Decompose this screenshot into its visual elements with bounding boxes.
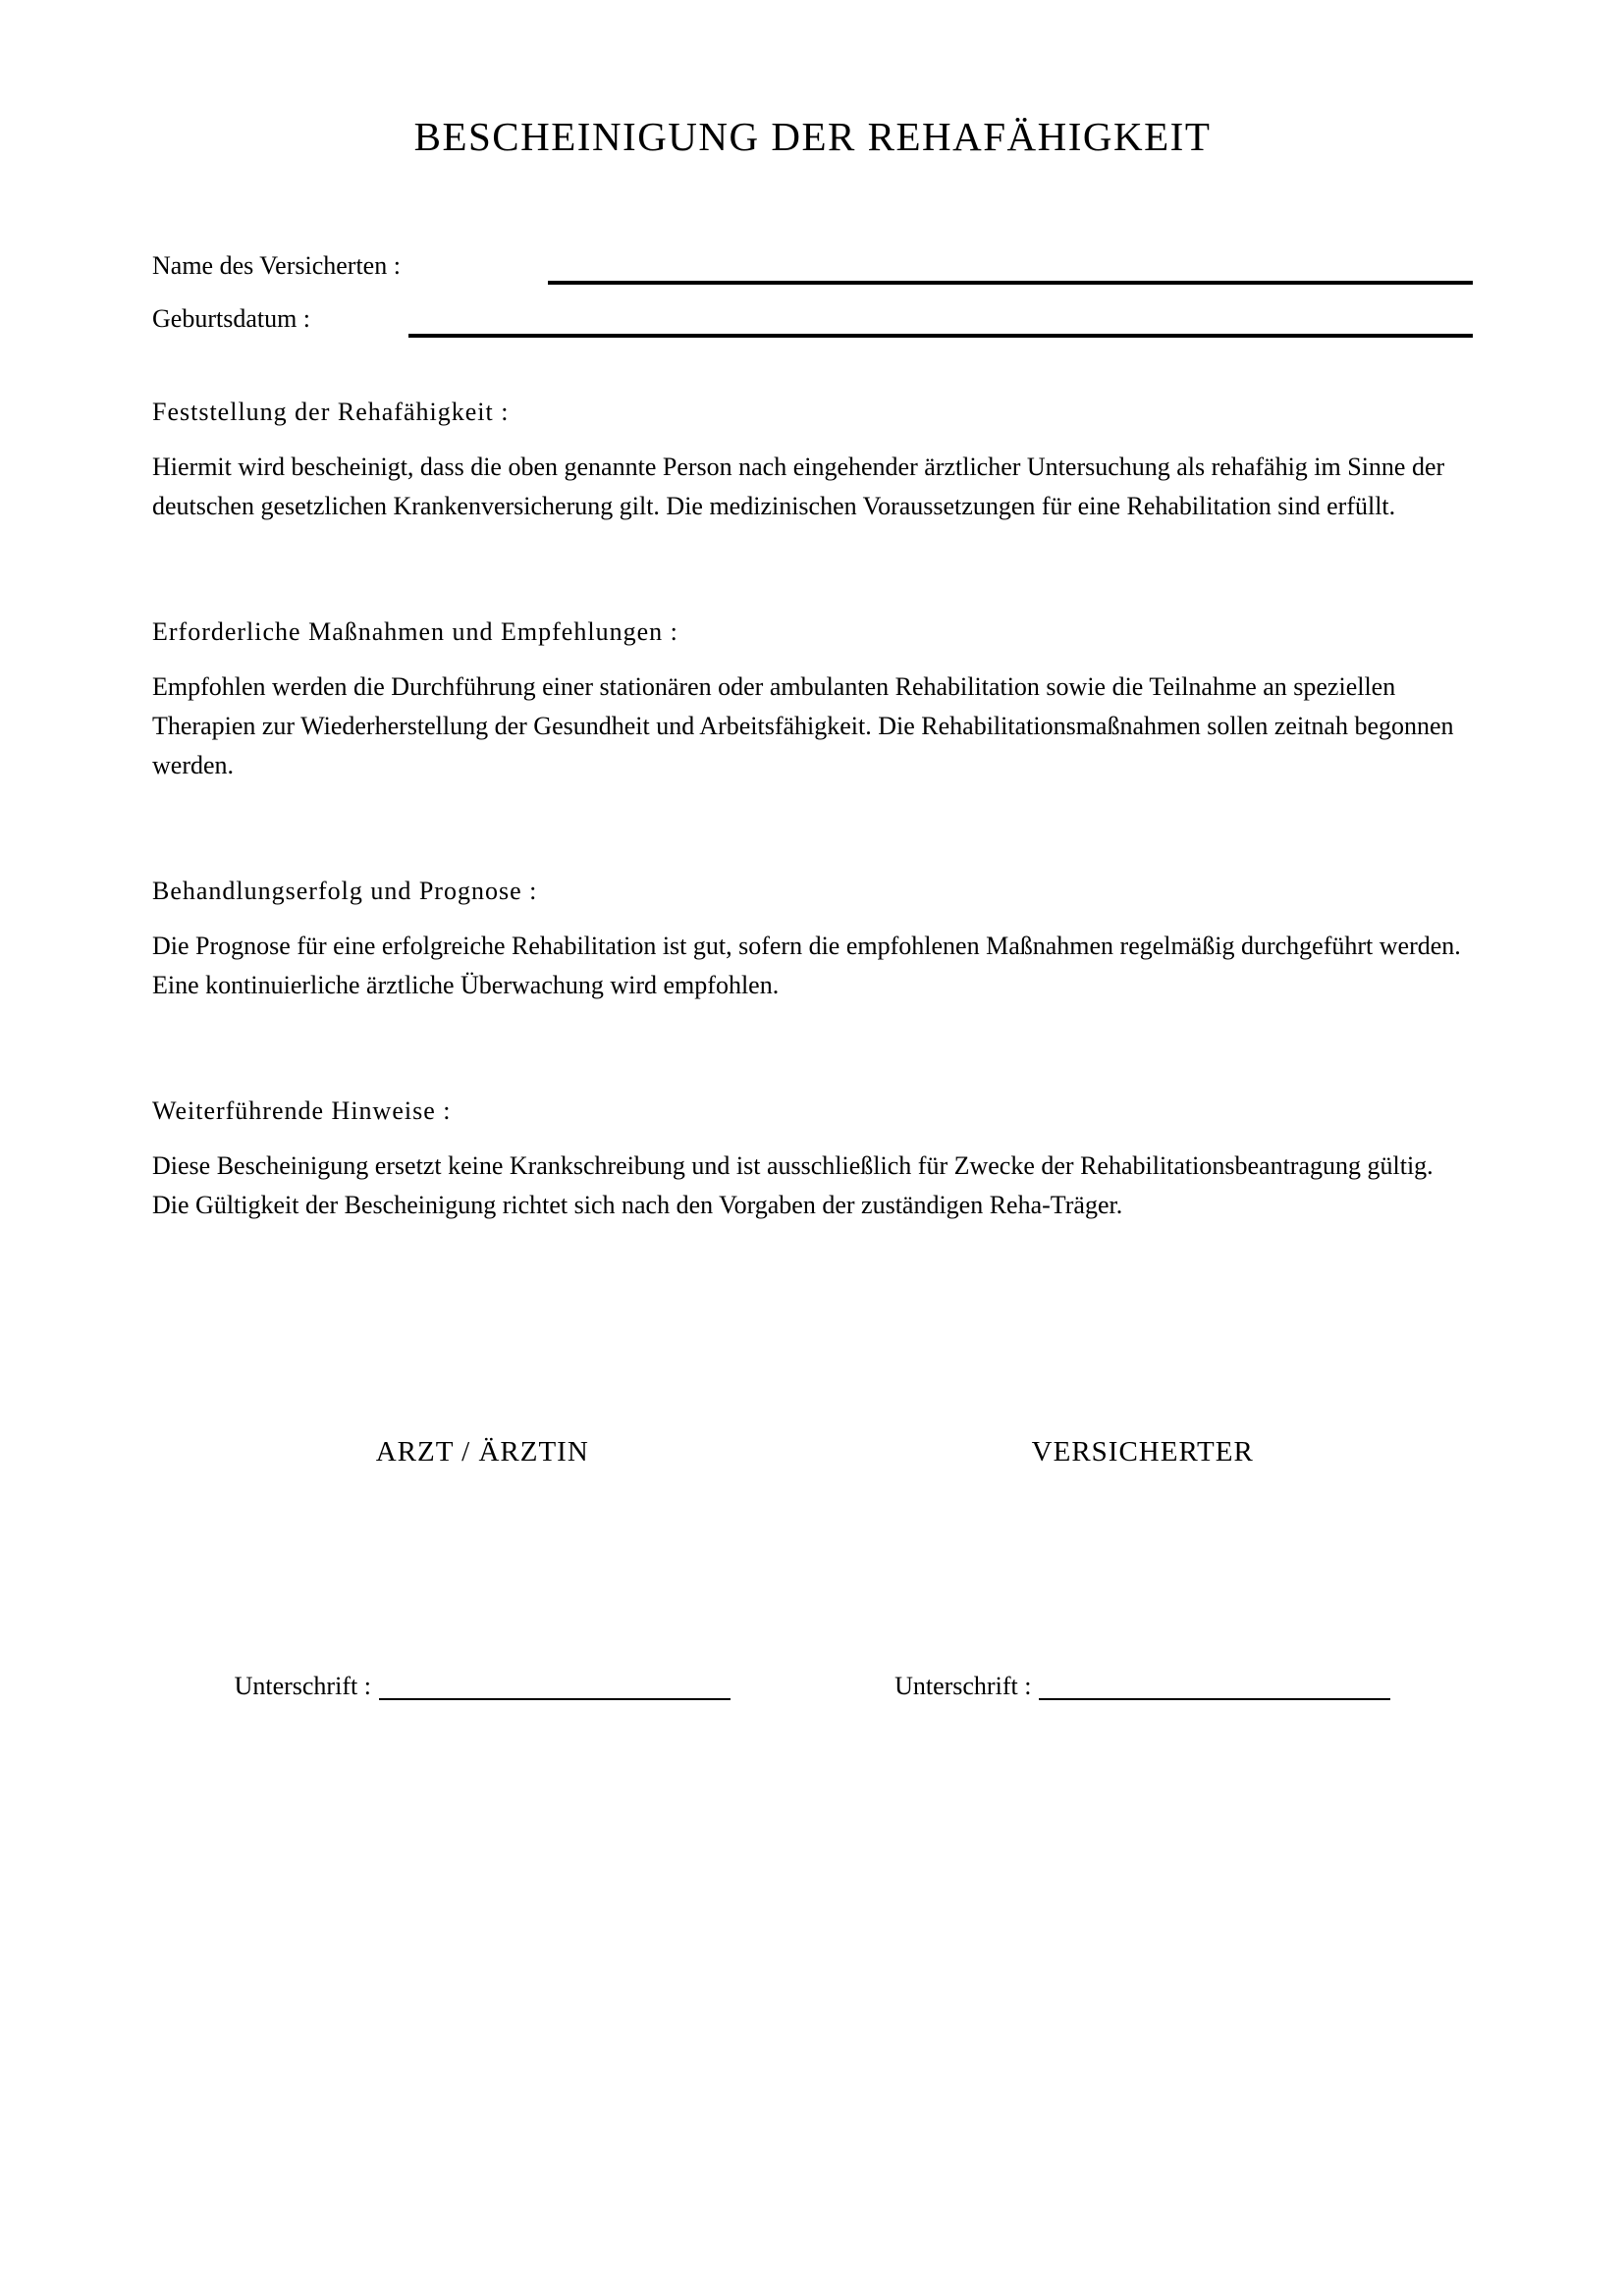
patient-fields	[152, 243, 1473, 340]
signature-row-doctor	[152, 1671, 813, 1702]
section-heading: Erforderliche Maßnahmen und Empfehlungen :	[152, 617, 678, 646]
document-title: BESCHEINIGUNG DER REHAFÄHIGKEIT	[413, 114, 1212, 159]
signature-line-insured[interactable]	[1039, 1679, 1390, 1700]
birthdate-fill-line[interactable]	[408, 334, 1473, 338]
signature-role-doctor: ARZT / ÄRZTIN	[375, 1436, 589, 1468]
section-hinweise	[152, 1092, 1473, 1225]
section-heading: Feststellung der Rehafähigkeit :	[152, 398, 510, 426]
section-body: Die Prognose für eine erfolgreiche Rehabilitation ist gut, sofern die empfohlenen Maßnahmen regelmäßig durchgeführt werden. Eine kontinuierliche ärztliche Überwachung wird empfohlen.	[152, 932, 1461, 999]
signature-label-insured: Unterschrift :	[894, 1672, 1032, 1700]
signature-block	[152, 1433, 1473, 1702]
signature-column-insured	[813, 1433, 1474, 1702]
section-heading: Behandlungserfolg und Prognose :	[152, 877, 538, 905]
section-body: Hiermit wird bescheinigt, dass die oben genannte Person nach eingehender ärztlicher Untersuchung als rehafähig im Sinne der deutschen gesetzlichen Krankenversicherung gilt. Die medizinischen Voraussetzungen für eine Rehabilitation sind erfüllt.	[152, 453, 1445, 520]
section-feststellung	[152, 393, 1473, 526]
name-field-label: Name des Versicherten :	[152, 251, 401, 280]
field-row-birthdate	[152, 296, 1473, 340]
section-prognose	[152, 872, 1473, 1005]
signature-line-doctor[interactable]	[379, 1679, 731, 1700]
signature-column-doctor	[152, 1433, 813, 1702]
signature-role-insured: VERSICHERTER	[1031, 1436, 1254, 1468]
name-fill-line[interactable]	[548, 281, 1473, 285]
signature-label-doctor: Unterschrift :	[234, 1672, 371, 1700]
signature-row-insured	[813, 1671, 1474, 1702]
section-body: Diese Bescheinigung ersetzt keine Krankschreibung und ist ausschließlich für Zwecke der Rehabilitationsbeantragung gültig. Die Gültigkeit der Bescheinigung richtet sich nach den Vorgaben der zuständigen Reha-Träger.	[152, 1151, 1434, 1219]
section-massnahmen	[152, 613, 1473, 785]
field-row-name	[152, 243, 1473, 287]
section-heading: Weiterführende Hinweise :	[152, 1096, 452, 1125]
section-body: Empfohlen werden die Durchführung einer stationären oder ambulanten Rehabilitation sowie die Teilnahme an speziellen Therapien zur Wiederherstellung der Gesundheit und Arbeitsfähigkeit. Die Rehabilitationsmaßnahmen sollen zeitnah begonnen werden.	[152, 672, 1454, 779]
birthdate-field-label: Geburtsdatum :	[152, 304, 311, 333]
